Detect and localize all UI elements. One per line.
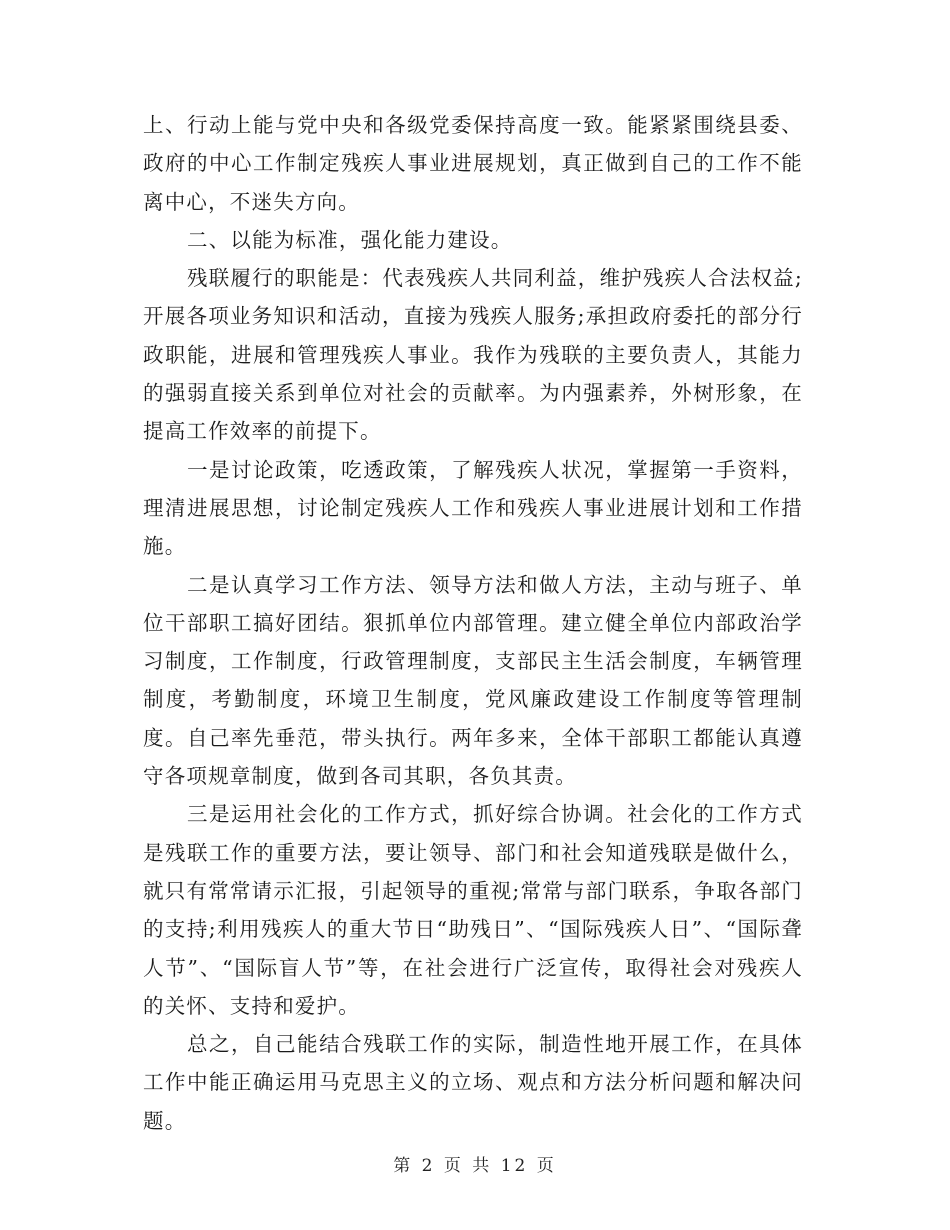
paragraph-functions: 残联履行的职能是：代表残疾人共同利益，维护残疾人合法权益;开展各项业务知识和活动，直接为残疾人服务;承担政府委托的部分行政职能，进展和管理残疾人事业。我作为残联的主要负责人，其能力的强弱直接关系到单位对社会的贡献率。为内强素养，外树形象，在提高工作效率的前提下。: [143, 266, 803, 444]
document-body: [143, 106, 803, 1140]
paragraph-point-three: 三是运用社会化的工作方式，抓好综合协调。社会化的工作方式是残联工作的重要方法，要让领导、部门和社会知道残联是做什么，就只有常常请示汇报，引起领导的重视;常常与部门联系，争取各部门的支持;利用残疾人的重大节日“助残日”、“国际残疾人日”、“国际聋人节”、“国际盲人节”等，在社会进行广泛宣传，取得社会对残疾人的关怀、支持和爱护。: [143, 802, 803, 1018]
paragraph-summary: 总之，自己能结合残联工作的实际，制造性地开展工作，在具体工作中能正确运用马克思主义的立场、观点和方法分析问题和解决问题。: [143, 1032, 803, 1133]
section-heading-capability: 二、以能为标准，强化能力建设。: [187, 227, 513, 252]
paragraph-point-one: 一是讨论政策，吃透政策，了解残疾人状况，掌握第一手资料，理清进展思想，讨论制定残疾人工作和残疾人事业进展计划和工作措施。: [143, 457, 803, 559]
page-number-footer: 第 2 页 共 12 页: [393, 1156, 557, 1176]
paragraph-continuation: 上、行动上能与党中央和各级党委保持高度一致。能紧紧围绕县委、政府的中心工作制定残疾人事业进展规划，真正做到自己的工作不能离中心，不迷失方向。: [143, 113, 803, 214]
paragraph-point-two: 二是认真学习工作方法、领导方法和做人方法，主动与班子、单位干部职工搞好团结。狠抓单位内部管理。建立健全单位内部政治学习制度，工作制度，行政管理制度，支部民主生活会制度，车辆管理制度，考勤制度，环境卫生制度，党风廉政建设工作制度等管理制度。自己率先垂范，带头执行。两年多来，全体干部职工都能认真遵守各项规章制度，做到各司其职，各负其责。: [143, 572, 803, 789]
